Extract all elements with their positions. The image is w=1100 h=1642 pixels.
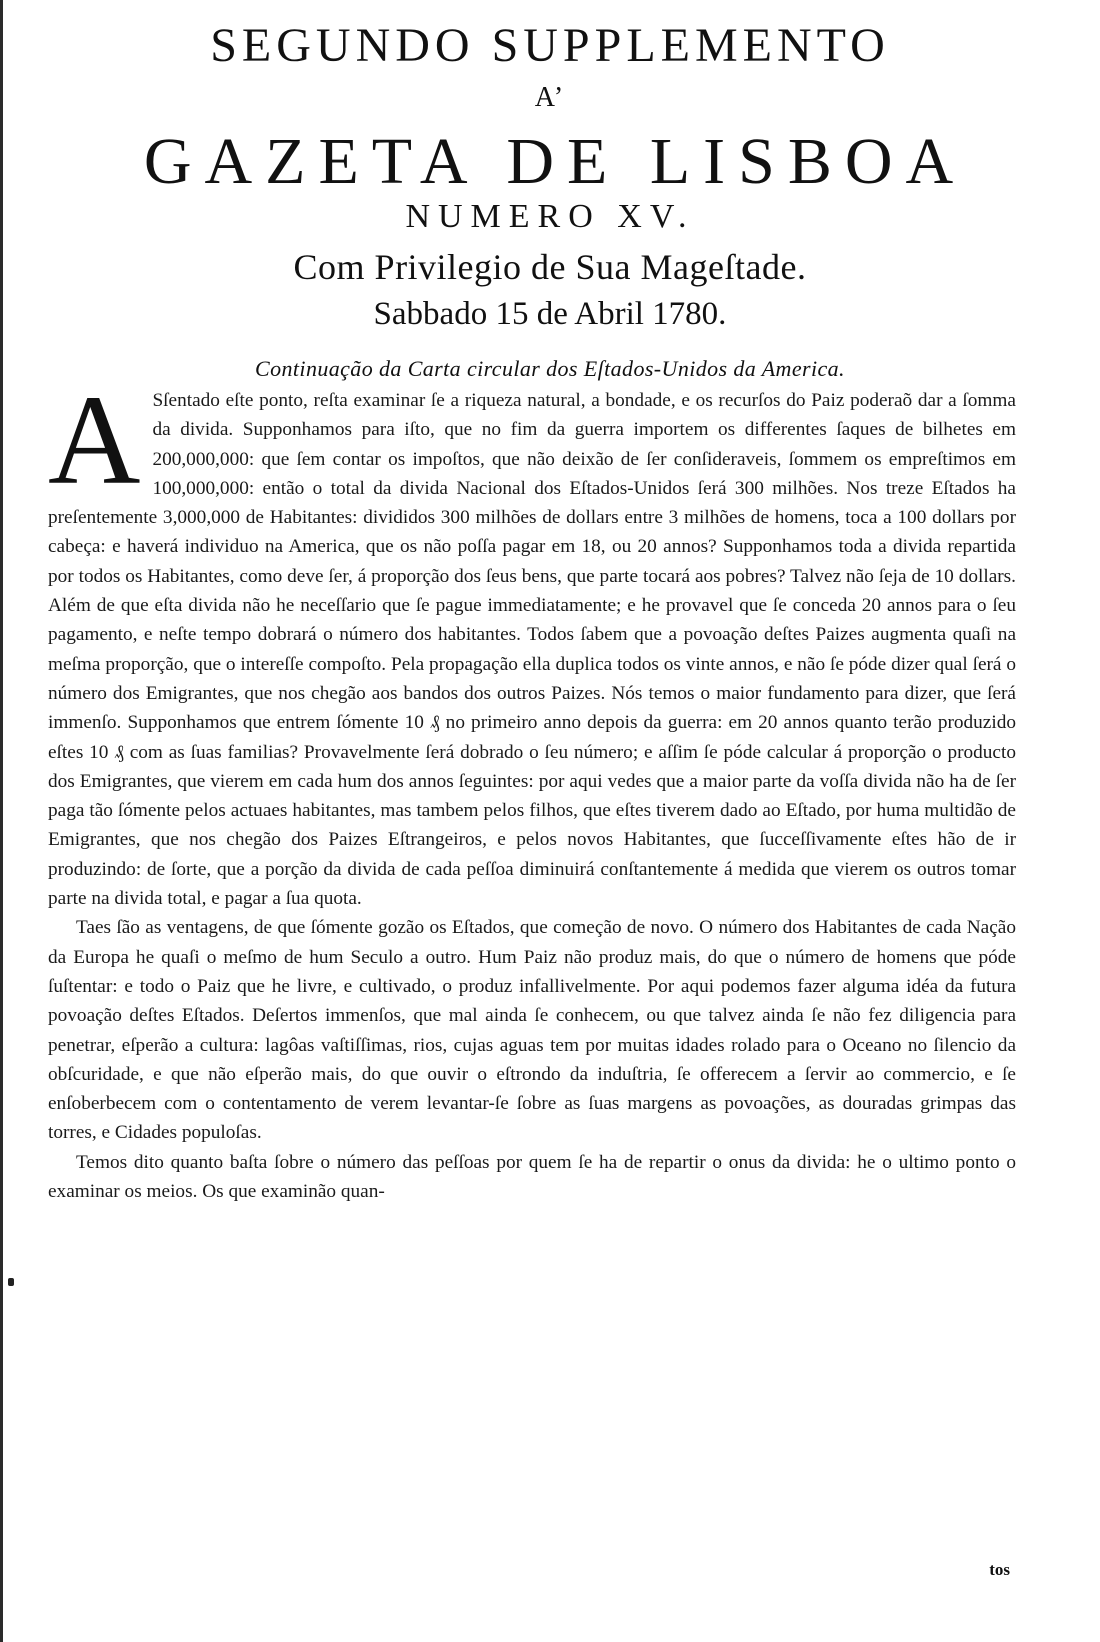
paragraph-text: Sſentado eſte ponto, reſta examinar ſe a riqueza natural, a bondade, e os recurſos do Paiz poderaõ dar a ſomma da divida. Supponhamos para iſto, que no fim da guerra importem os differentes ſaques de bilhetes em 200,000,000: que ſem contar os impoſtos, que não deixão de ſer conſideraveis, ſommem os empreſtimos em 100,000,000: então o total da divida Nacional dos Eſtados-Unidos ſerá 300 milhões. Nos treze Eſtados ha preſentemente 3,000,000 de Habitantes: divididos 300 milhões de dollars entre 3 milhões de homens, toca a 100 dollars por cabeça: e haverá individuo na America, que os não poſſa pagar em 18, ou 20 annos? Supponhamos toda a divida repartida por todos os Habitantes, como deve ſer, á proporção dos ſeus bens, que parte tocará aos pobres? Talvez não ſeja de 10 dollars. Além de que eſta divida não he neceſſario que ſe pague immediatamente; e he provavel que ſe conceda 20 annos para o ſeu pagamento, e neſte tempo dobrará o número dos habitantes. Todos ſabem que a povoação deſtes Paizes augmenta quaſi na meſma proporção, que o intereſſe compoſto. Pela propagação ella duplica todos os vinte annos, e não ſe póde dizer qual ſerá o número dos Emigrantes, que nos chegão aos bandos dos outros Paizes. Nós temos o maior fundamento para dizer, que ſerá immenſo. Supponhamos que entrem ſómente 10 ₰ no primeiro anno depois da guerra: em 20 annos quanto terão produzido eſtes 10 ₰ com as ſuas familias? Provavelmente ſerá dobrado o ſeu número; e aſſim ſe póde calcular á proporção o producto dos Emigrantes, que vierem em cada hum dos annos ſeguintes: por aqui vedes que a maior parte da voſſa divida não ha de ſer paga tão ſómente pelos actuaes habitantes, mas tambem pelos filhos, que eſtes tiverem dado ao Eſtado, por huma multidão de Emigrantes, que nos chegão dos Paizes Eſtrangeiros, e pelos novos Habitantes, que ſucceſſivamente eſtes hão de ir produzindo: de ſorte, que a porção da divida de cada peſſoa diminuirá conſtantemente á medida que vierem os outros tomar parte na divida total, e pagar a ſua quota. [48,390,1016,910]
article-paragraph [48,1148,1016,1207]
catchword: tos [989,1560,1010,1579]
privilege-line: Com Privilegio de Sua Mageſtade. [293,247,807,287]
margin-ink-mark [8,1278,14,1286]
paragraph-text: Temos dito quanto baſta ſobre o número das peſſoas por quem ſe ha de repartir o onus da divida: he o ultimo ponto o examinar os meios. Os que examinão quan- [48,1151,1016,1203]
paragraph-text: Taes ſão as ventagens, de que ſómente gozão os Eſtados, que começão de novo. O número dos Habitantes de cada Nação da Europa he quaſi o meſmo de hum Seculo a outro. Hum Paiz não produz mais, do que o número de homens que póde ſuſtentar: e todo o Paiz que he livre, e cultivado, o produz infallivelmente. Por aqui podemos fazer alguma idéa da futura povoação deſtes Eſtados. Deſertos immenſos, que mal ainda ſe conhecem, ou que talvez ainda ſe não fez diligencia para penetrar, eſperão a cultura: lagôas vaſtiſſimas, rios, cujas aguas tem por muitas idades rolado para o Oceano no ſilencio da obſcuridade, e que não eſperão mais, do que ouvir o eſtrondo da induſtria, ſe offerecem a ſervir ao commercio, e ſe enſoberbecem com o contentamento de verem levantar-ſe ſobre as ſuas margens as povoações, as douradas grimpas das torres, e Cidades populoſas. [48,917,1016,1144]
article-heading: Continuação da Carta circular dos Eſtados-Unidos da America. [255,356,845,381]
title-preposition: A’ [534,82,566,113]
article-body [48,369,1016,1206]
supplement-title: SEGUNDO SUPPLEMENTO [210,19,890,72]
article-paragraph [48,369,1016,913]
issue-date: Sabbado 15 de Abril 1780. [373,296,727,332]
issue-number: NUMERO XV. [405,198,695,235]
article-paragraph [48,913,1016,1147]
drop-cap: A [48,369,141,511]
gazette-title: GAZETA DE LISBOA [143,125,967,198]
